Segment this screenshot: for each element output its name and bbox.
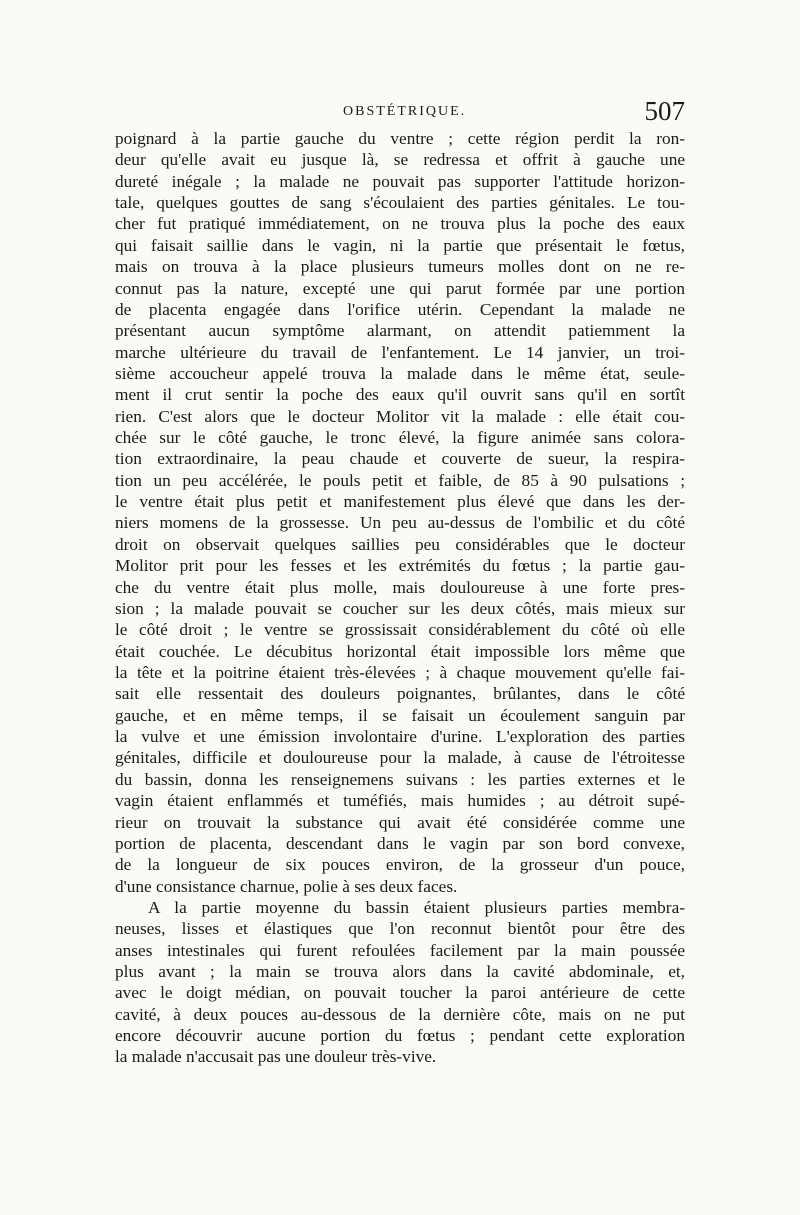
- text-line: rien. C'est alors que le docteur Molitor vit la malade : elle était cou-: [115, 406, 685, 426]
- text-line: rieur on trouvait la substance qui avait été considérée comme une: [115, 812, 685, 832]
- text-line: droit on observait quelques saillies peu considérables que le docteur: [115, 534, 685, 554]
- text-line: tion extraordinaire, la peau chaude et couverte de sueur, la respira-: [115, 449, 685, 469]
- text-line: cher fut pratiqué immédiatement, on ne trouva plus la poche des eaux: [115, 214, 685, 234]
- running-head: [115, 96, 685, 130]
- text-line: plus avant ; la main se trouva alors dans la cavité abdominale, et,: [115, 962, 685, 982]
- text-line: ment il crut sentir la poche des eaux qu'il ouvrit sans qu'il en sortît: [115, 385, 685, 405]
- text-line: sième accoucheur appelé trouva la malade dans le même état, seule-: [115, 363, 685, 383]
- text-line: poignard à la partie gauche du ventre ; cette région perdit la ron-: [115, 129, 685, 148]
- text-line: anses intestinales qui furent refoulées facilement par la main poussée: [115, 940, 685, 960]
- text-line: qui faisait saillie dans le vagin, ni la partie que présentait le fœtus,: [115, 235, 685, 255]
- text-line: chée sur le côté gauche, le tronc élevé, la figure animée sans colora-: [115, 428, 685, 448]
- text-line: de placenta engagée dans l'orifice utérin. Cependant la malade ne: [115, 299, 685, 319]
- text-line: che du ventre était plus molle, mais douloureuse à une forte pres-: [115, 577, 685, 597]
- text-line: tale, quelques gouttes de sang s'écoulaient des parties génitales. Le tou-: [115, 193, 685, 213]
- text-line: avec le doigt médian, on pouvait toucher la paroi antérieure de cette: [115, 983, 685, 1003]
- text-line: cavité, à deux pouces au-dessous de la dernière côte, mais on ne put: [115, 1004, 685, 1024]
- text-line: mais on trouva à la place plusieurs tumeurs molles dont on ne re-: [115, 257, 685, 277]
- text-line: sion ; la malade pouvait se coucher sur les deux côtés, mais mieux sur: [115, 598, 685, 618]
- text-line: connut pas la nature, excepté une qui parut formée par une portion: [115, 278, 685, 298]
- body-text: [115, 128, 685, 1068]
- text-line: la malade n'accusait pas une douleur très-vive.: [115, 1047, 437, 1067]
- text-line: marche ultérieure du travail de l'enfantement. Le 14 janvier, un troi-: [115, 342, 685, 362]
- text-line: de la longueur de six pouces environ, de la grosseur d'un pouce,: [115, 855, 685, 875]
- text-line: tion un peu accélérée, le pouls petit et faible, de 85 à 90 pulsations ;: [115, 470, 685, 490]
- text-line: niers momens de la grossesse. Un peu au-dessus de l'ombilic et du côté: [115, 513, 685, 533]
- text-line: sait elle ressentait des douleurs poignantes, brûlantes, dans le côté: [115, 684, 685, 704]
- text-line: vagin étaient enflammés et tuméfiés, mais humides ; au détroit supé-: [115, 791, 685, 811]
- page-number: 507: [644, 96, 685, 126]
- text-line: portion de placenta, descendant dans le vagin par son bord convexe,: [115, 833, 685, 853]
- text-line: neuses, lisses et élastiques que l'on reconnut bientôt pour être des: [115, 919, 685, 939]
- text-line: la vulve et une émission involontaire d'urine. L'exploration des parties: [115, 727, 685, 747]
- text-line: le côté droit ; le ventre se grossissait considérablement du côté où elle: [115, 620, 685, 640]
- text-line: Molitor prit pour les fesses et les extrémités du fœtus ; la partie gau-: [115, 556, 685, 576]
- text-line: gauche, et en même temps, il se faisait un écoulement sanguin par: [115, 705, 685, 725]
- text-line: du bassin, donna les renseignemens suivans : les parties externes et le: [115, 769, 685, 789]
- text-line: encore découvrir aucune portion du fœtus ; pendant cette exploration: [115, 1026, 685, 1046]
- text-line: le ventre était plus petit et manifestement plus élevé que dans les der-: [115, 492, 685, 512]
- text-line: dureté inégale ; la malade ne pouvait pas supporter l'attitude horizon-: [115, 171, 685, 191]
- text-line: la tête et la poitrine étaient très-élevées ; à chaque mouvement qu'elle fai-: [115, 662, 685, 682]
- text-line: d'une consistance charnue, polie à ses deux faces.: [115, 876, 458, 896]
- text-line: génitales, difficile et douloureuse pour la malade, à cause de l'étroitesse: [115, 748, 685, 768]
- running-title: OBSTÉTRIQUE.: [343, 104, 467, 119]
- text-line: était couchée. Le décubitus horizontal était impossible lors même que: [115, 641, 685, 661]
- text-line: A la partie moyenne du bassin étaient plusieurs parties membra-: [148, 897, 685, 917]
- text-line: présentant aucun symptôme alarmant, on attendit patiemment la: [115, 321, 685, 341]
- text-line: deur qu'elle avait eu jusque là, se redressa et offrit à gauche une: [115, 150, 685, 170]
